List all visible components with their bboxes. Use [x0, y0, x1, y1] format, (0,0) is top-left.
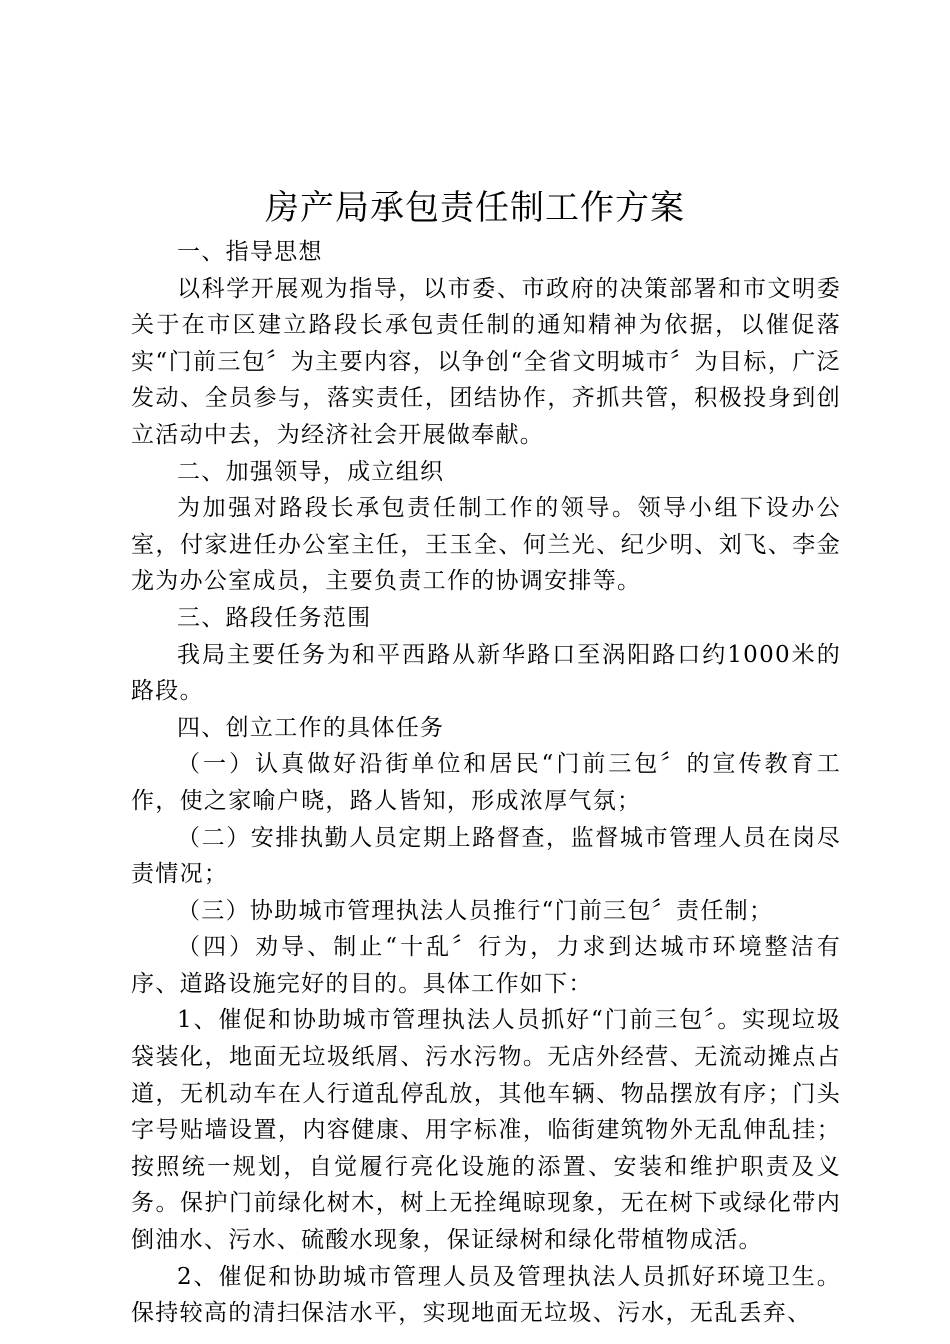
task-item-3: （三）协助城市管理执法人员推行“门前三包〞责任制；: [177, 897, 774, 924]
paragraph-leadership: 为加强对路段长承包责任制工作的领导。领导小组下设办公室，付家进任办公室主任，王玉全、何兰光、纪少明、刘飞、李金龙为办公室成员，主要负责工作的协调安排等。: [131, 495, 841, 595]
work-detail-1: 1、催促和协助城市管理执法人员抓好“门前三包〞。实现垃圾袋装化，地面无垃圾纸屑、污水污物。无店外经营、无流动摊点占道，无机动车在人行道乱停乱放，其他车辆、物品摆放有序；门头字号贴墙设置，内容健康、用字标准，临街建筑物外无乱伸乱挂；按照统一规划，自觉履行亮化设施的添置、安装和维护职责及义务。保护门前绿化树木，树上无拴绳晾现象，无在树下或绿化带内倒油水、污水、硫酸水现象，保证绿树和绿化带植物成活。: [131, 1007, 841, 1254]
task-item-4: （四）劝导、制止“十乱〞行为，力求到达城市环境整洁有序、道路设施完好的目的。具体工作如下：: [131, 934, 841, 997]
section-heading-leadership: 二、加强领导，成立组织: [177, 458, 445, 485]
section-heading-guiding-thought: 一、指导思想: [177, 239, 323, 265]
task-item-2: （二）安排执勤人员定期上路督查，监督城市管理人员在岗尽责情况；: [131, 824, 841, 888]
section-heading-road-scope: 三、路段任务范围: [177, 604, 372, 631]
paragraph-guiding-thought: 以科学开展观为指导，以市委、市政府的决策部署和市文明委关于在市区建立路段长承包责任制的通知精神为依据，以催促落实“门前三包〞为主要内容，以争创“全省文明城市〞为目标，广泛发动、全员参与，落实责任，团结协作，齐抓共管，积极投身到创立活动中去，为经济社会开展做奉献。: [131, 275, 841, 448]
document-body: [131, 234, 841, 1332]
section-heading-tasks: 四、创立工作的具体任务: [177, 714, 445, 741]
paragraph-road-scope: 我局主要任务为和平西路从新华路口至涡阳路口约1000米的路段。: [131, 641, 841, 705]
document-title: 房产局承包责任制工作方案: [265, 188, 685, 228]
task-item-1: （一）认真做好沿街单位和居民“门前三包〞的宣传教育工作，使之家喻户晓，路人皆知，形成浓厚气氛；: [131, 751, 841, 814]
work-detail-2: 2、催促和协助城市管理人员及管理执法人员抓好环境卫生。保持较高的清扫保洁水平，实现地面无垃圾、污水，无乱丢弃、: [131, 1263, 841, 1327]
